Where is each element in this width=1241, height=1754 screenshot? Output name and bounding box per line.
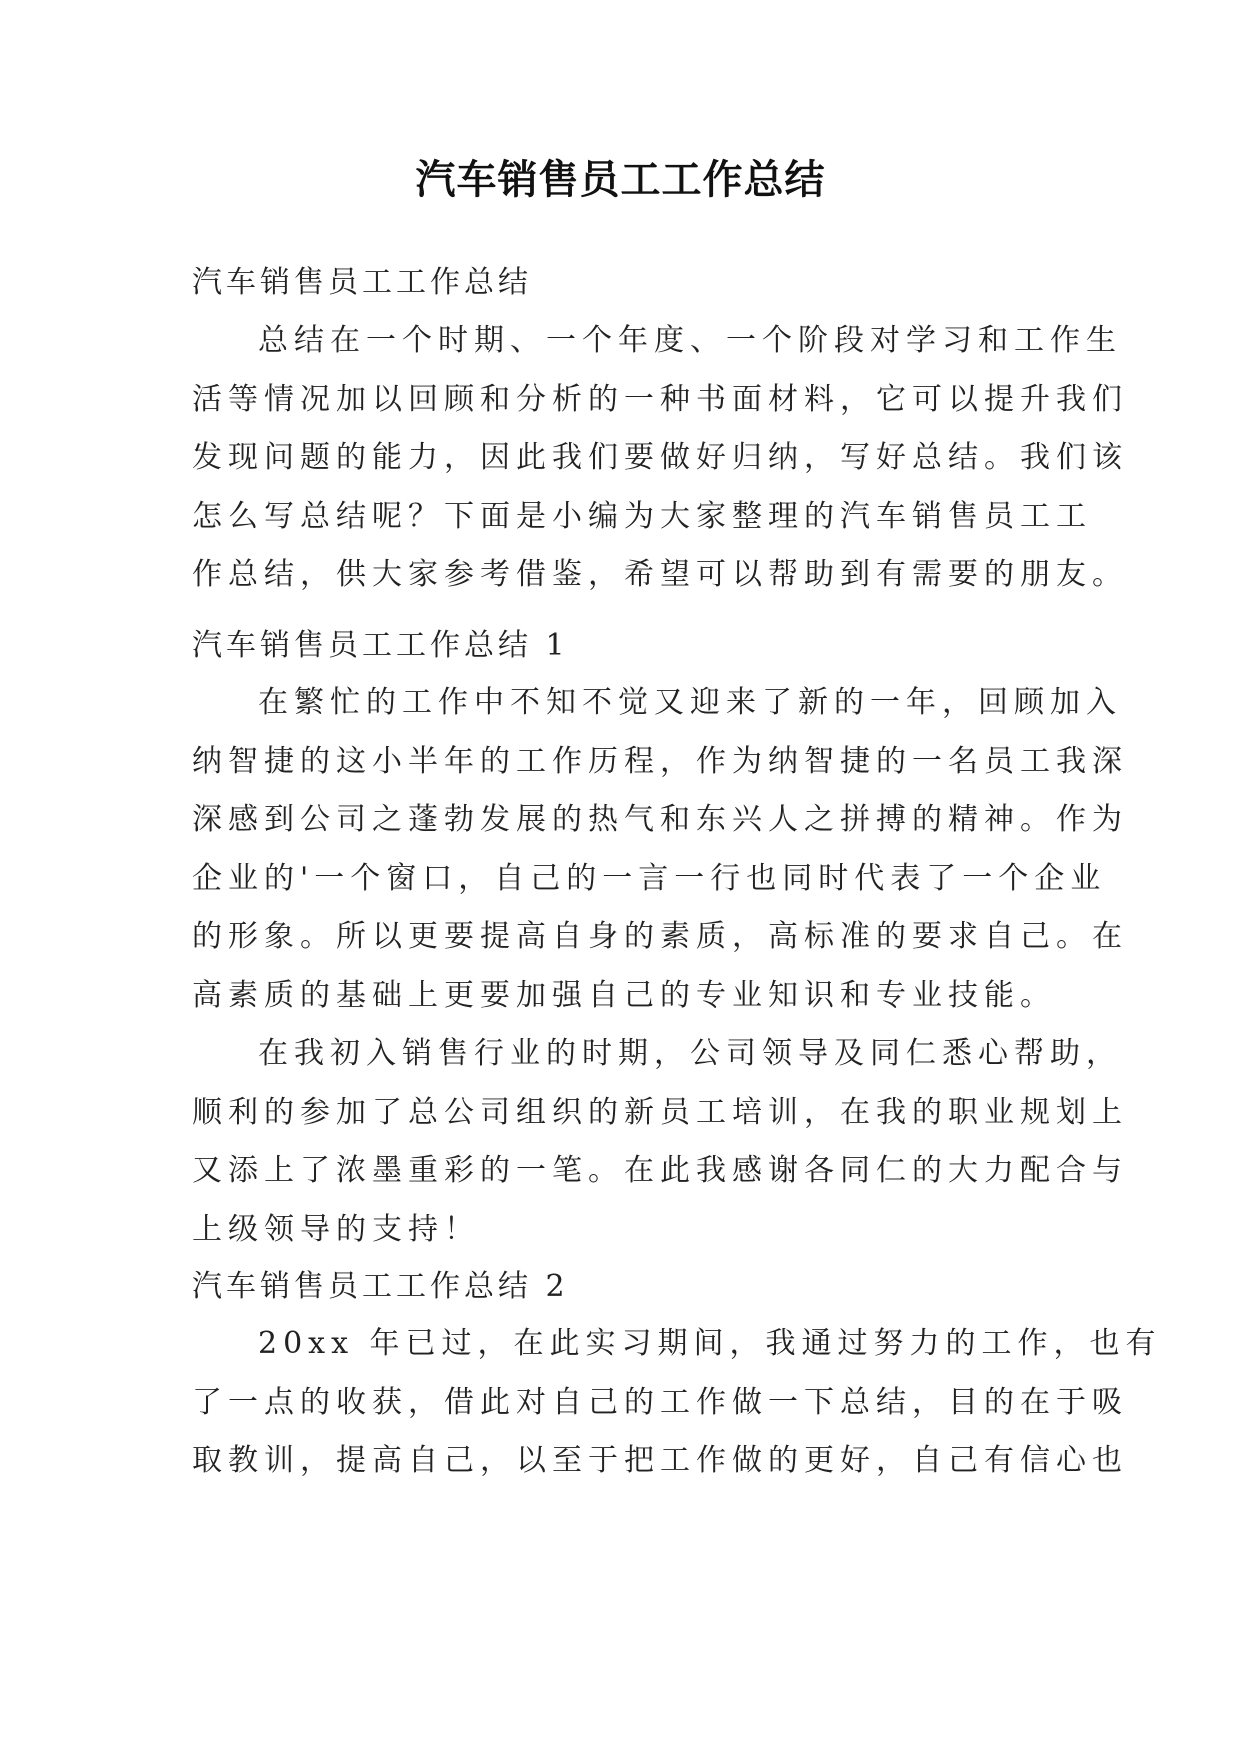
paragraph-line: 作总结，供大家参考借鉴，希望可以帮助到有需要的朋友。: [192, 557, 1128, 592]
paragraph-line: 取教训，提高自己，以至于把工作做的更好，自己有信心也: [192, 1443, 1128, 1478]
paragraph-line: 发现问题的能力，因此我们要做好归纳，写好总结。我们该: [192, 440, 1128, 475]
paragraph-line: 上级领导的支持！: [192, 1211, 480, 1247]
section-2-heading: 汽车销售员工工作总结 2: [192, 1269, 569, 1304]
intro-paragraph: [192, 312, 1128, 605]
paragraph-line: 纳智捷的这小半年的工作历程，作为纳智捷的一名员工我深: [192, 743, 1128, 779]
paragraph-line: 20xx 年已过，在此实习期间，我通过努力的工作，也有: [258, 1326, 1162, 1361]
paragraph-line: 又添上了浓墨重彩的一笔。在此我感谢各同仁的大力配合与: [192, 1153, 1128, 1188]
paragraph-line: 深感到公司之蓬勃发展的热气和东兴人之拼搏的精神。作为: [192, 802, 1128, 837]
paragraph-line: 顺利的参加了总公司组织的新员工培训，在我的职业规划上: [192, 1094, 1128, 1130]
section-2: [192, 1258, 1072, 1316]
intro-section: [192, 254, 1072, 312]
document-title: 汽车销售员工工作总结: [415, 156, 826, 203]
section-1-paragraph-1: [192, 674, 1128, 1025]
paragraph-line: 总结在一个时期、一个年度、一个阶段对学习和工作生: [258, 323, 1122, 358]
paragraph-line: 高素质的基础上更要加强自己的专业知识和专业技能。: [192, 977, 1056, 1013]
paragraph-line: 活等情况加以回顾和分析的一种书面材料，它可以提升我们: [192, 381, 1128, 417]
intro-heading: 汽车销售员工工作总结: [192, 265, 532, 300]
paragraph-line: 怎么写总结呢？下面是小编为大家整理的汽车销售员工工: [192, 498, 1092, 534]
section-1-paragraph-2: [192, 1025, 1128, 1259]
section-1: [192, 617, 1072, 675]
paragraph-line: 在我初入销售行业的时期，公司领导及同仁悉心帮助，: [258, 1036, 1122, 1071]
paragraph-line: 企业的'一个窗口，自己的一言一行也同时代表了一个企业: [192, 860, 1107, 896]
paragraph-line: 了一点的收获，借此对自己的工作做一下总结，目的在于吸: [192, 1384, 1128, 1420]
paragraph-line: 在繁忙的工作中不知不觉又迎来了新的一年，回顾加入: [258, 685, 1122, 720]
section-1-heading: 汽车销售员工工作总结 1: [192, 628, 569, 663]
paragraph-line: 的形象。所以更要提高自身的素质，高标准的要求自己。在: [192, 919, 1128, 954]
section-2-paragraph-1: [192, 1315, 1162, 1491]
